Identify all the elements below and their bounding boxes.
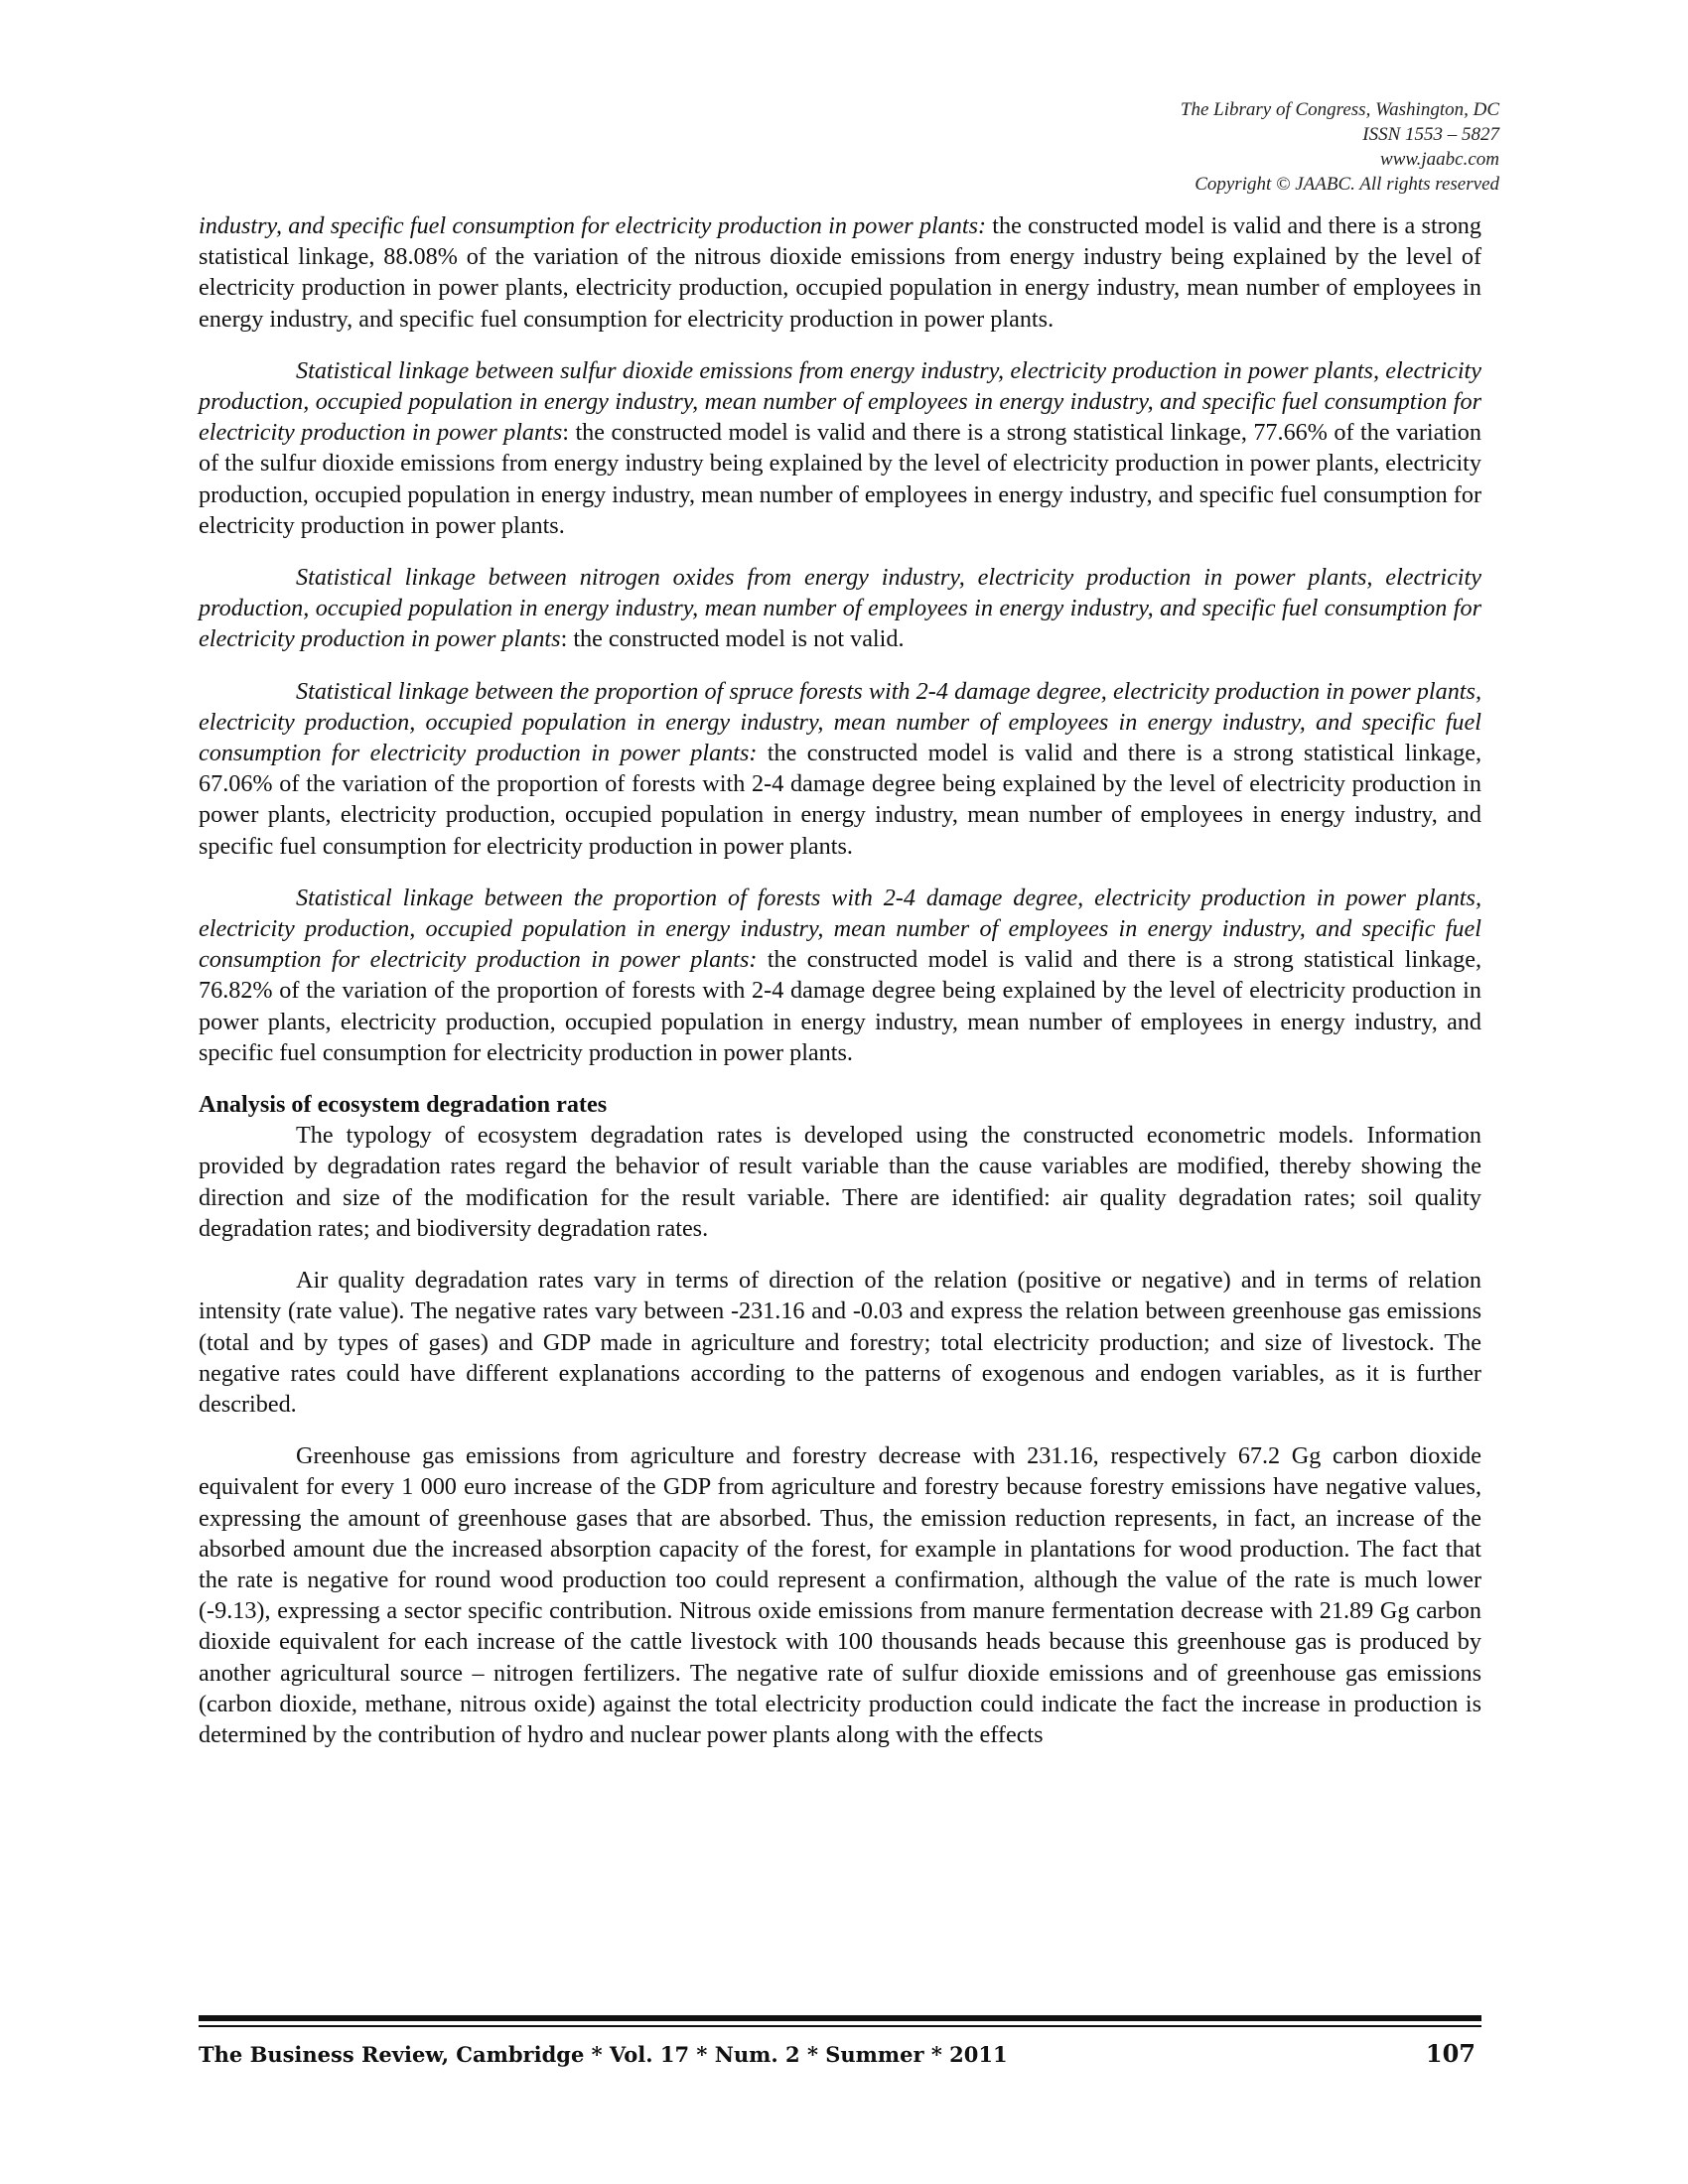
header-copyright: Copyright © JAABC. All rights reserved	[1195, 174, 1499, 195]
paragraph-air-quality: Air quality degradation rates vary in terms of direction of the relation (positive or negative) and in terms of relation intensity (rate value). The negative rates vary between -231.16 and -0.03 and express the relation between greenhouse gas emissions (total and by types of gases) and GDP made in agriculture and forestry; total electricity production; and size of livestock. The negative rates could have different explanations according to the patterns of exogenous and endogen variables, as it is further described.	[199, 1267, 1481, 1418]
paragraph-text: the constructed model is valid and there is a strong statistical linkage, 88.08% of the variation of the nitrous dioxide emissions from energy industry being explained by the level of electricity production in power plants, electricity production, occupied population in energy industry, mean number of employees in energy industry, and specific fuel consumption for electricity production in power plants.	[199, 212, 1481, 333]
running-footer	[199, 2039, 1481, 2068]
header-library: The Library of Congress, Washington, DC	[1180, 99, 1499, 120]
paragraph-sulfur-dioxide	[199, 355, 1481, 541]
paragraph-lead: Statistical linkage between nitrogen oxides from energy industry, electricity production in power plants, electricity production, occupied population in energy industry, mean number of employees in energy industry, and specific fuel consumption for electricity production in power plants	[199, 564, 1481, 653]
footer-rule-thin	[199, 2025, 1481, 2027]
paragraph-text: : the constructed model is valid and there is a strong statistical linkage, 77.66% of the variation of the sulfur dioxide emissions from energy industry being explained by the level of electricity production in power plants, electricity production, occupied population in energy industry, mean number of employees in energy industry, and specific fuel consumption for electricity production in power plants.	[199, 419, 1481, 539]
paragraph-lead: Statistical linkage between the proportion of spruce forests with 2-4 damage degree, electricity production in power plants, electricity production, occupied population in energy industry, mean number of employees in energy industry, and specific fuel consumption for electricity production in power plants:	[199, 677, 1481, 767]
paragraph-typology: The typology of ecosystem degradation rates is developed using the constructed econometric models. Information provided by degradation rates regard the behavior of result variable than the cause variables are modified, thereby showing the direction and size of the modification for the result variable. There are identified: air quality degradation rates; soil quality degradation rates; and biodiversity degradation rates.	[199, 1122, 1481, 1242]
running-header	[804, 97, 1499, 197]
paragraph-lead: industry, and specific fuel consumption for electricity production in power plants:	[199, 212, 987, 239]
paragraph-text: the constructed model is valid and there is a strong statistical linkage, 67.06% of the variation of the proportion of forests with 2-4 damage degree being explained by the level of electricity production in power plants, electricity production, occupied population in energy industry, mean number of employees in energy industry, and specific fuel consumption for electricity production in power plants.	[199, 740, 1482, 860]
paragraph-text: : the constructed model is not valid.	[560, 625, 905, 653]
footer-rule	[199, 2015, 1481, 2021]
paragraph-lead: Statistical linkage between the proportion of forests with 2-4 damage degree, electricity production in power plants, electricity production, occupied population in energy industry, mean number of employees in energy industry, and specific fuel consumption for electricity production in power plants:	[199, 884, 1481, 974]
paragraph-spruce-forests	[199, 676, 1481, 862]
paragraph-greenhouse-gas: Greenhouse gas emissions from agriculture and forestry decrease with 231.16, respectively 67.2 Gg carbon dioxide equivalent for every 1 000 euro increase of the GDP from agriculture and forestry because forestry emissions have negative values, expressing the amount of greenhouse gases that are absorbed. Thus, the emission reduction represents, in fact, an increase of the absorbed amount due the increased absorption capacity of the forest, for example in plantations for wood production. The fact that the rate is negative for round wood production too could represent a confirmation, although the value of the rate is much lower (-9.13), expressing a sector specific contribution. Nitrous oxide emissions from manure fermentation decrease with 21.89 Gg carbon dioxide equivalent for each increase of the cattle livestock with 100 thousands heads because this greenhouse gas is produced by another agricultural source – nitrogen fertilizers. The negative rate of sulfur dioxide emissions and of greenhouse gas emissions (carbon dioxide, methane, nitrous oxide) against the total electricity production could indicate the fact the increase in production is determined by the contribution of hydro and nuclear power plants along with the effects	[199, 1442, 1481, 1748]
paragraph-text: the constructed model is valid and there is a strong statistical linkage, 76.82% of the variation of the proportion of forests with 2-4 damage degree being explained by the level of electricity production in power plants, electricity production, occupied population in energy industry, mean number of employees in energy industry, and specific fuel consumption for electricity production in power plants.	[199, 946, 1482, 1066]
page-number: 107	[1425, 2039, 1476, 2068]
paragraph-lead: Statistical linkage between sulfur dioxide emissions from energy industry, electricity production in power plants, electricity production, occupied population in energy industry, mean number of employees in energy industry, and specific fuel consumption for electricity production in power plants	[199, 356, 1481, 447]
footer-journal: The Business Review, Cambridge * Vol. 17 * Num. 2 * Summer * 2011	[199, 2042, 1008, 2067]
paragraph-forests	[199, 883, 1481, 1068]
header-website: www.jaabc.com	[1380, 149, 1499, 170]
paragraph-nitrous-dioxide	[199, 210, 1481, 335]
article-body	[199, 210, 1481, 1771]
section-heading: Analysis of ecosystem degradation rates	[199, 1091, 608, 1119]
paragraph-nitrogen-oxides	[199, 562, 1481, 655]
header-issn: ISSN 1553 – 5827	[1362, 124, 1499, 145]
